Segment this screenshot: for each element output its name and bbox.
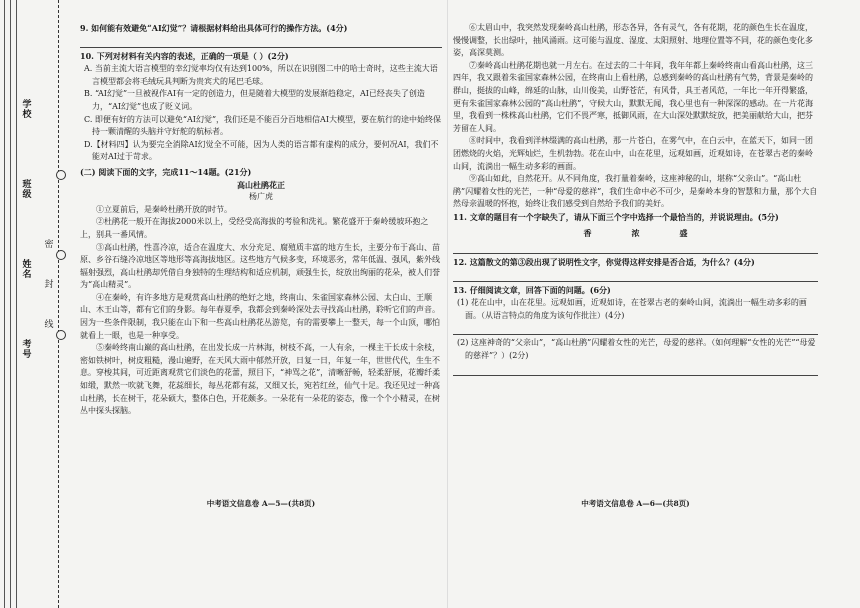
article-paragraph: ⑥太眉山中，我突然发现秦岭高山杜鹃，形态各异，各有灵气，各有花期，花的颜色生长在温度，慢慢调整，长出绿叶，抽风涌雨。这可能与温度、湿度、太阳照射、地理位置等不同，花的颜色变化多姿，高深莫测。 — [453, 23, 813, 58]
field-school: 学校 — [22, 100, 32, 120]
seal-dashed-line — [58, 0, 59, 608]
choice[interactable]: 香 — [583, 227, 592, 238]
question-13: 13. 仔细阅读文章，回答下面的问题。(6分) — [453, 284, 611, 295]
seal-word: 封 — [44, 280, 54, 290]
margin-line — [4, 0, 5, 608]
question-11: 11. 文章的题目有一个字缺失了，请从下面三个字中选择一个最恰当的，并说说理由。(5分) — [453, 211, 779, 222]
margin-line — [16, 0, 17, 608]
question-13-2: (2) 这座神奇的“父亲山”，“高山杜鹃”闪耀着女性的光芒，母爱的慈祥。（如何理解“女性的光芒”“母爱的慈祥”？）(2分) — [457, 338, 816, 361]
article-paragraph: ⑤秦岭终南山巅的高山杜鹃，在出发长成一片林海，树枝不高，一人有余，一棵主干长成十余枝，密如铁树叶，树皮粗糙，漫山遍野，在天风大雨中郁然开放，日复一日，年复一年，世世代代，生生不息。穿梭其间，可近距离观赏它们淡色的花蕾，照目下，“神骂之花”，清晰舒畅，轻柔舒展，花瓣纤柔如缎，默然一吹就飞舞，花蕊细长，每丛花都有蕊，又细又长，宛若红丝，仙气十足。我还见过一种高山杜鹃，长在树干，花朵硕大，整体白色，开花颇多。一朵花有一朵花的姿态，像一个个小精灵，在树丛中探头探脑。 — [80, 343, 441, 416]
page-footer-right: 中考语文信息卷 A—6—(共8页) — [581, 499, 690, 508]
page-footer-left: 中考语文信息卷 A—5—(共8页) — [206, 499, 316, 508]
option-a: A. 当前主流大语言模型的幸幻觉率均仅有达到100%，所以在识别图二中的哈士奇时，这些主流大语言模型都会将毛绒玩具判断为贵宾犬的尾巴毛球。 — [84, 64, 438, 86]
seal-circle — [56, 170, 66, 180]
right-column — [453, 22, 818, 378]
choice[interactable]: 盛 — [679, 227, 688, 238]
question-13-1: (1) 花在山中，山在花里。远观如画，近观如诗，在苍翠古老的秦岭山间，流淌出一幅生动多彩的画面。（从语言特点的角度为该句作批注）(4分) — [457, 298, 807, 320]
article-title: 高山杜鹃花正 — [237, 179, 285, 190]
question-10: 10. 下列对材料有关内容的表述，正确的一项是（ ）(2分) — [80, 50, 289, 61]
article-paragraph: ②杜鹃花一般开在海拔2000米以上，受经受高海拔的考验和洗礼。繁花盛开于秦岭缓坡环抱之上，别具一番风情。 — [80, 217, 429, 239]
seal-word: 线 — [44, 320, 54, 330]
field-class: 班级 — [22, 180, 32, 200]
binding-margin — [0, 0, 70, 608]
option-d: D.【材料四】认为要完全消除AI幻觉全不可能，因为人类的语言都有虚构的成分，要何况AI，我们不能对AI过于苛求。 — [84, 139, 439, 162]
article-paragraph: ⑨高山如此，自然花开。从不同角度，我打量着秦岭，这座神秘的山，堪称“父亲山”。“高山杜鹃”闪耀着女性的光芒，一种“母爱的慈祥”，我们生命中必不可少，是秦岭本身的智慧和力量，那个大自然母亲温暖的怀抱，始终让我们感受到自然给予我们的美好。 — [453, 174, 818, 209]
seal-circle — [56, 330, 66, 340]
answer-line[interactable] — [453, 242, 818, 254]
seal-circle — [56, 250, 66, 260]
choice[interactable]: 浓 — [631, 227, 640, 238]
article-paragraph: ④在秦岭，有许多地方是观赏高山杜鹃的绝好之地，终南山、朱雀国家森林公园、太白山、王顺山、木王山等，都有它们的身影。每年春夏季，我都会到秦岭深处去寻找高山杜鹃，聆听它们的声音。因为一些条件限制，我只能在山下和一些高山杜鹃花丛游览，有的需要攀上一整天，每一个山顶，哪怕就看上一眼，也是一种享受。 — [80, 292, 440, 340]
question-9: 9. 如何能有效避免“AI幻觉”？请根据材料给出具体可行的操作方法。(4分) — [80, 23, 348, 33]
left-column — [80, 22, 442, 418]
option-c: C. 即便有好的方法可以避免“AI幻觉”，我们还是不能百分百地相信AI大模型，要在航行的途中始终保持一颗清醒的头脑并守好舵的航标者。 — [84, 114, 441, 137]
article-paragraph: ③高山杜鹃，性喜冷凉，适合在温度大、水分充足、腐殖质丰富的地方生长，主要分布于高山、苗原、乡谷石缝冷凉地区等地形等高海拔地区。这些地方气候多变，环境恶劣，常年低温、强风，紫外线辐射强烈，高山杜鹃却凭借自身独特的生理结构和适应机制，顽强生长，绽放出绚丽的花朵，被人们誉为“高山精灵”。 — [80, 242, 440, 290]
section-heading: (二) 阅读下面的文字，完成11～14题。(21分) — [80, 166, 252, 177]
answer-line[interactable] — [80, 36, 442, 48]
article-author: 杨广虎 — [249, 192, 273, 202]
answer-line[interactable] — [453, 323, 818, 335]
question-12: 12. 这篇散文的第③段出现了说明性文字，你觉得这样安排是否合适，为什么？(4分) — [453, 257, 755, 268]
article-paragraph: ⑦秦岭高山杜鹃花期也就一月左右。在过去的二十年间，我年年都上秦岭终南山看高山杜鹃，这三四年，我又跟着朱雀国家森林公园，在终南山上看杜鹃，总感到秦岭的高山杜鹃有气势，背景是秦岭的群山，挺拔的山峰，绵延的山脉，山川俊美，山野苍茫，有风骨，具王者风范，一年比一年开得繁盛，更有朱雀国家森林公园的“高山杜鹃”，守候大山，默默无闻，我心里也有一种深深的感动。在一片花海里，我看到一株株高山杜鹃，它们不畏严寒，抵御风雨，在大山深处默默绽放，把美丽献给大山，把芬芳留在人间。 — [453, 60, 814, 133]
field-number: 考号 — [22, 340, 32, 360]
answer-line[interactable] — [453, 364, 818, 376]
article-paragraph: ⑧时间中，我看到洋林缀满的高山杜鹃，那一片苍白，在雾气中，在白云中，在蓝天下，如同一团团燃烧的火焰，光辉灿烂，生机勃勃。花在山中，山在花里，远观如画，近观如诗，在苍翠古老的秦岭山间，流淌出一幅生动多彩的画面。 — [453, 136, 813, 171]
choice-row — [453, 227, 818, 240]
option-b: B. “AI幻觉”一旦被视作AI有一定的创造力，但是随着大模型的发展渐趋稳定，AI已经丧失了创造力，“AI幻觉”也成了贬义词。 — [84, 89, 425, 111]
answer-line[interactable] — [453, 270, 818, 282]
field-name: 姓名 — [22, 260, 32, 280]
margin-line — [10, 0, 11, 608]
article-paragraph: ①立夏前后，是秦岭杜鹃开放的时节。 — [96, 204, 232, 214]
page-fold — [447, 0, 448, 608]
seal-word: 密 — [44, 240, 54, 250]
